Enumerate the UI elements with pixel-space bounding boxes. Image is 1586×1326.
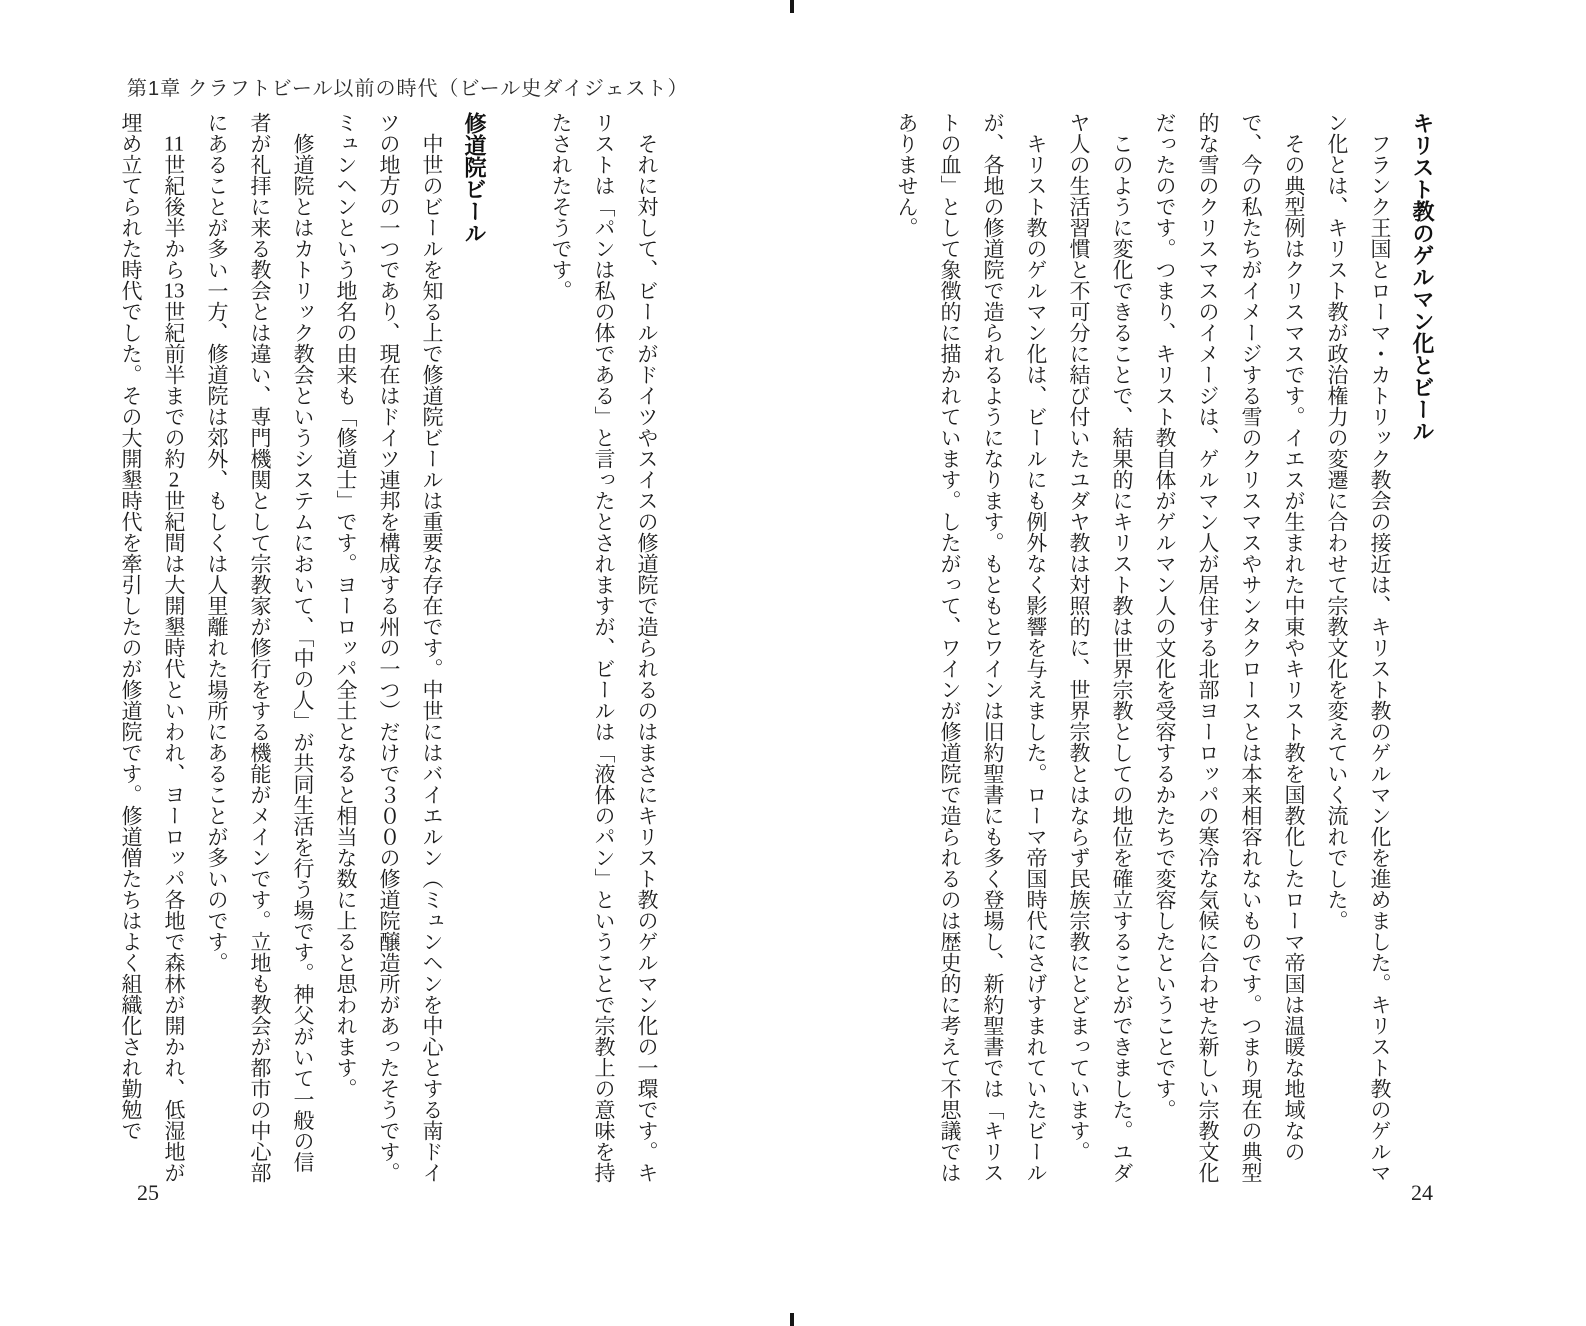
page-25-text-block [109, 112, 668, 1183]
paragraph-beer-influence: キリスト教のゲルマン化は、ビールにも例外なく影響を与えました。ローマ帝国時代にさげすまれていたビールが、各地の修道院で造られるようになります。もともとワインは旧約聖書にも多く登場し、新約聖書では「キリストの血」として象徴的に描かれています。したがって、ワインが修道院で造られるのは歴史的に考えて不思議ではありません。 [895, 112, 1048, 1183]
section-heading-monastery-beer: 修道院ビール [462, 112, 487, 244]
paragraph-what-is-a-monastery: 修道院とはカトリック教会というシステムにおいて、「中の人」が共同生活を行う場です。神父がいて一般の信者が礼拝に来る教会とは違い、専門機関として宗教家が修行をする機能がメインです。立地も教会が都市の中心部にあることが多い一方、修道院は郊外、もしくは人里離れた場所にあることが多いのです。 [205, 112, 315, 1183]
text-segment: 世紀前半までの約 [162, 301, 186, 469]
tatechuyoko-2: 2 [168, 469, 180, 490]
page-number-24: 24 [1411, 1180, 1433, 1205]
tatechuyoko-11: 11 [163, 133, 185, 154]
paragraph-great-clearing-era [109, 112, 195, 1183]
tatechuyoko-13: 13 [163, 280, 185, 301]
page-number-25: 25 [137, 1180, 159, 1205]
paragraph-liquid-bread: それに対して、ビールがドイツやスイスの修道院で造られるのはまさにキリスト教のゲルマン化の一環です。キリストは「パンは私の体である」と言ったとされますが、ビールは「液体のパン」ということで宗教上の意味を持たされたそうです。 [549, 112, 659, 1183]
section-heading-germanization-of-christianity: キリスト教のゲルマン化とビール [1410, 112, 1435, 442]
gutter-mark-top [790, 0, 794, 13]
text-segment: 世紀後半から [162, 154, 186, 280]
chapter-running-head: 第1章 クラフトビール以前の時代（ビール史ダイジェスト） [127, 78, 689, 100]
paragraph-medieval-monastery-breweries: 中世のビールを知る上で修道院ビールは重要な存在です。中世にはバイエルン（ミュンヘンを中心とする南ドイツの地方の一つであり、現在はドイツ連邦を構成する州の一つ）だけで３００の修道院醸造所があったそうです。ミュンヘンという地名の由来も「修道士」です。ヨーロッパ全土となると相当な数に上ると思われます。 [334, 112, 444, 1183]
paragraph-frankish-kingdom: フランク王国とローマ・カトリック教会の接近は、キリスト教のゲルマン化を進めました。キリスト教のゲルマン化とは、キリスト教が政治権力の変遷に合わせて宗教文化を変えていく流れでした。 [1325, 112, 1392, 1183]
gutter-mark-bottom [790, 1313, 794, 1326]
text-segment: 世紀間は大開墾時代といわれ、ヨーロッパ各地で森林が開かれ、低湿地が埋め立てられた時代でした。その大開墾時代を牽引したのが修道院です。修道僧たちはよく組織化され勤勉で [119, 112, 186, 1183]
paragraph-world-religion: このように変化できることで、結果的にキリスト教は世界宗教としての地位を確立することができました。ユダヤ人の生活習慣と不可分に結び付いたユダヤ教は対照的に、世界宗教とはならず民族宗教にとどまっています。 [1067, 112, 1134, 1183]
page-24-text-block [885, 112, 1444, 1183]
paragraph-christmas-example: その典型例はクリスマスです。イエスが生まれた中東やキリスト教を国教化したローマ帝国は温暖な地域なので、今の私たちがイメージする雪のクリスマスやサンタクロースとは本来相容れないものです。つまり現在の典型的な雪のクリスマスのイメージは、ゲルマン人が居住する北部ヨーロッパの寒冷な気候に合わせた新しい宗教文化だったのです。つまり、キリスト教自体がゲルマン人の文化を受容するかたちで変容したということです。 [1153, 112, 1306, 1183]
